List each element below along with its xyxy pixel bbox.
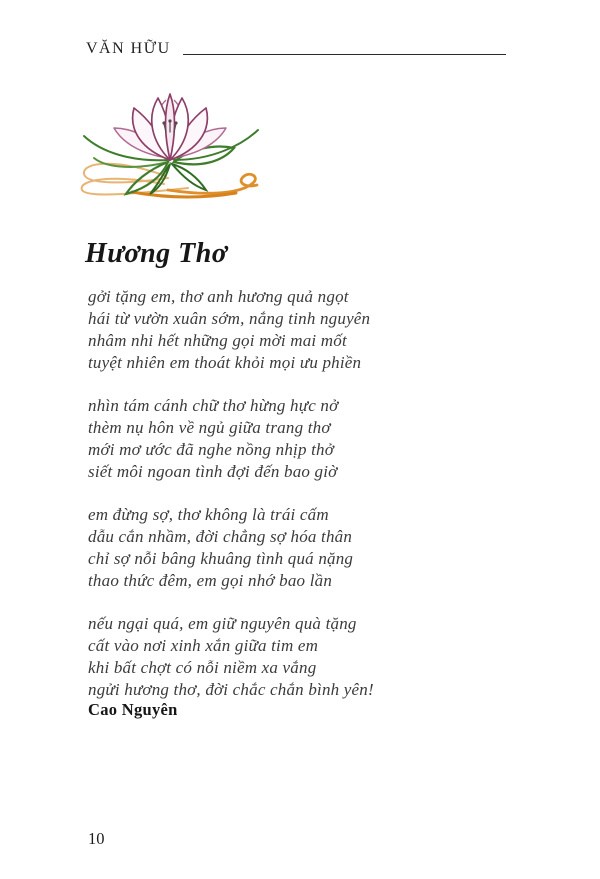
poem-title: Hương Thơ [85, 238, 228, 269]
author-name: Cao Nguyên [88, 700, 178, 719]
poem-line: siết môi ngoan tình đợi đến bao giờ [88, 462, 338, 481]
page-number: 10 [88, 829, 105, 848]
poem-line: tuyệt nhiên em thoát khỏi mọi ưu phiền [88, 353, 362, 372]
poem-line: thao thức đêm, em gọi nhớ bao lần [88, 571, 333, 590]
poem-line: nhâm nhi hết những gọi mời mai mốt [88, 331, 347, 350]
poem-line: em đừng sợ, thơ không là trái cấm [88, 505, 329, 524]
stanza-3 [88, 504, 374, 592]
poem-line: chỉ sợ nỗi bâng khuâng tình quá nặng [88, 549, 354, 568]
stanza-1 [88, 286, 374, 374]
poem-line: hái từ vườn xuân sớm, nắng tinh nguyên [88, 309, 371, 328]
lotus-flower-icon [76, 86, 266, 204]
poem-line: ngửi hương thơ, đời chắc chắn bình yên! [88, 680, 374, 699]
stanza-2 [88, 395, 374, 483]
poem-body [88, 286, 374, 722]
lotus-illustration [76, 86, 266, 204]
header-rule [183, 54, 506, 55]
poem-line: cất vào nơi xinh xắn giữa tim em [88, 636, 319, 655]
stanza-4 [88, 613, 374, 701]
page-header [86, 40, 506, 58]
poem-line: gởi tặng em, thơ anh hương quả ngọt [88, 287, 349, 306]
poem-line: nhìn tám cánh chữ thơ hừng hực nở [88, 396, 339, 415]
poem-line: khi bất chợt có nỗi niềm xa vắng [88, 658, 317, 677]
poem-line: nếu ngại quá, em giữ nguyên quà tặng [88, 614, 357, 633]
poem-line: thèm nụ hôn về ngủ giữa trang thơ [88, 418, 331, 437]
poem-line: dẫu cắn nhầm, đời chẳng sợ hóa thân [88, 527, 353, 546]
poem-line: mới mơ ước đã nghe nồng nhịp thở [88, 440, 335, 459]
header-label: VĂN HỮU [86, 40, 171, 57]
